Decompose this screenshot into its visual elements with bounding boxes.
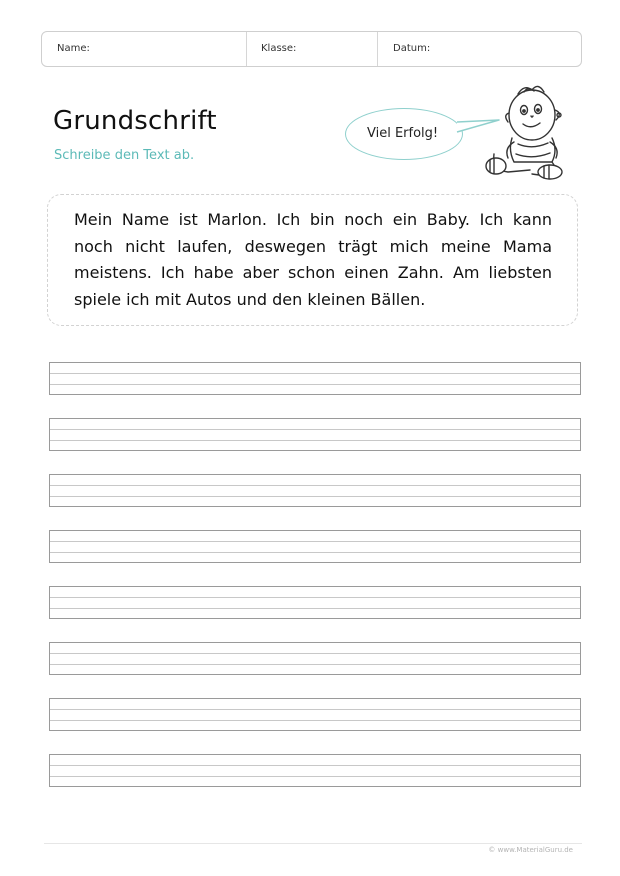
writing-line[interactable] [49,754,581,787]
writing-line[interactable] [49,642,581,675]
page-title: Grundschrift [53,106,217,136]
passage-line: noch nicht laufen, deswegen trägt mich meine Mama [74,236,552,256]
writing-line[interactable] [49,418,581,451]
class-label: Klasse: [261,43,297,54]
header-fields-box [41,31,582,67]
baby-illustration-icon [452,80,582,185]
writing-line[interactable] [49,362,581,395]
passage-line: spiele ich mit Autos und den kleinen Bällen. [74,289,426,309]
header-divider [246,32,247,66]
name-label: Name: [57,43,90,54]
writing-line[interactable] [49,698,581,731]
footer-divider [44,843,582,844]
passage-text [74,207,552,313]
date-label: Datum: [393,43,431,54]
passage-line: Mein Name ist Marlon. Ich bin noch ein Baby. Ich kann [74,210,552,229]
passage-line: meistens. Ich habe aber schon einen Zahn. Am liebsten [74,263,552,282]
page-subtitle: Schreibe den Text ab. [54,148,195,163]
speech-bubble-text: Viel Erfolg! [367,126,439,141]
copyright-text: © www.MaterialGuru.de [488,846,573,854]
header-divider [377,32,378,66]
writing-line[interactable] [49,586,581,619]
writing-line[interactable] [49,530,581,563]
writing-line[interactable] [49,474,581,507]
